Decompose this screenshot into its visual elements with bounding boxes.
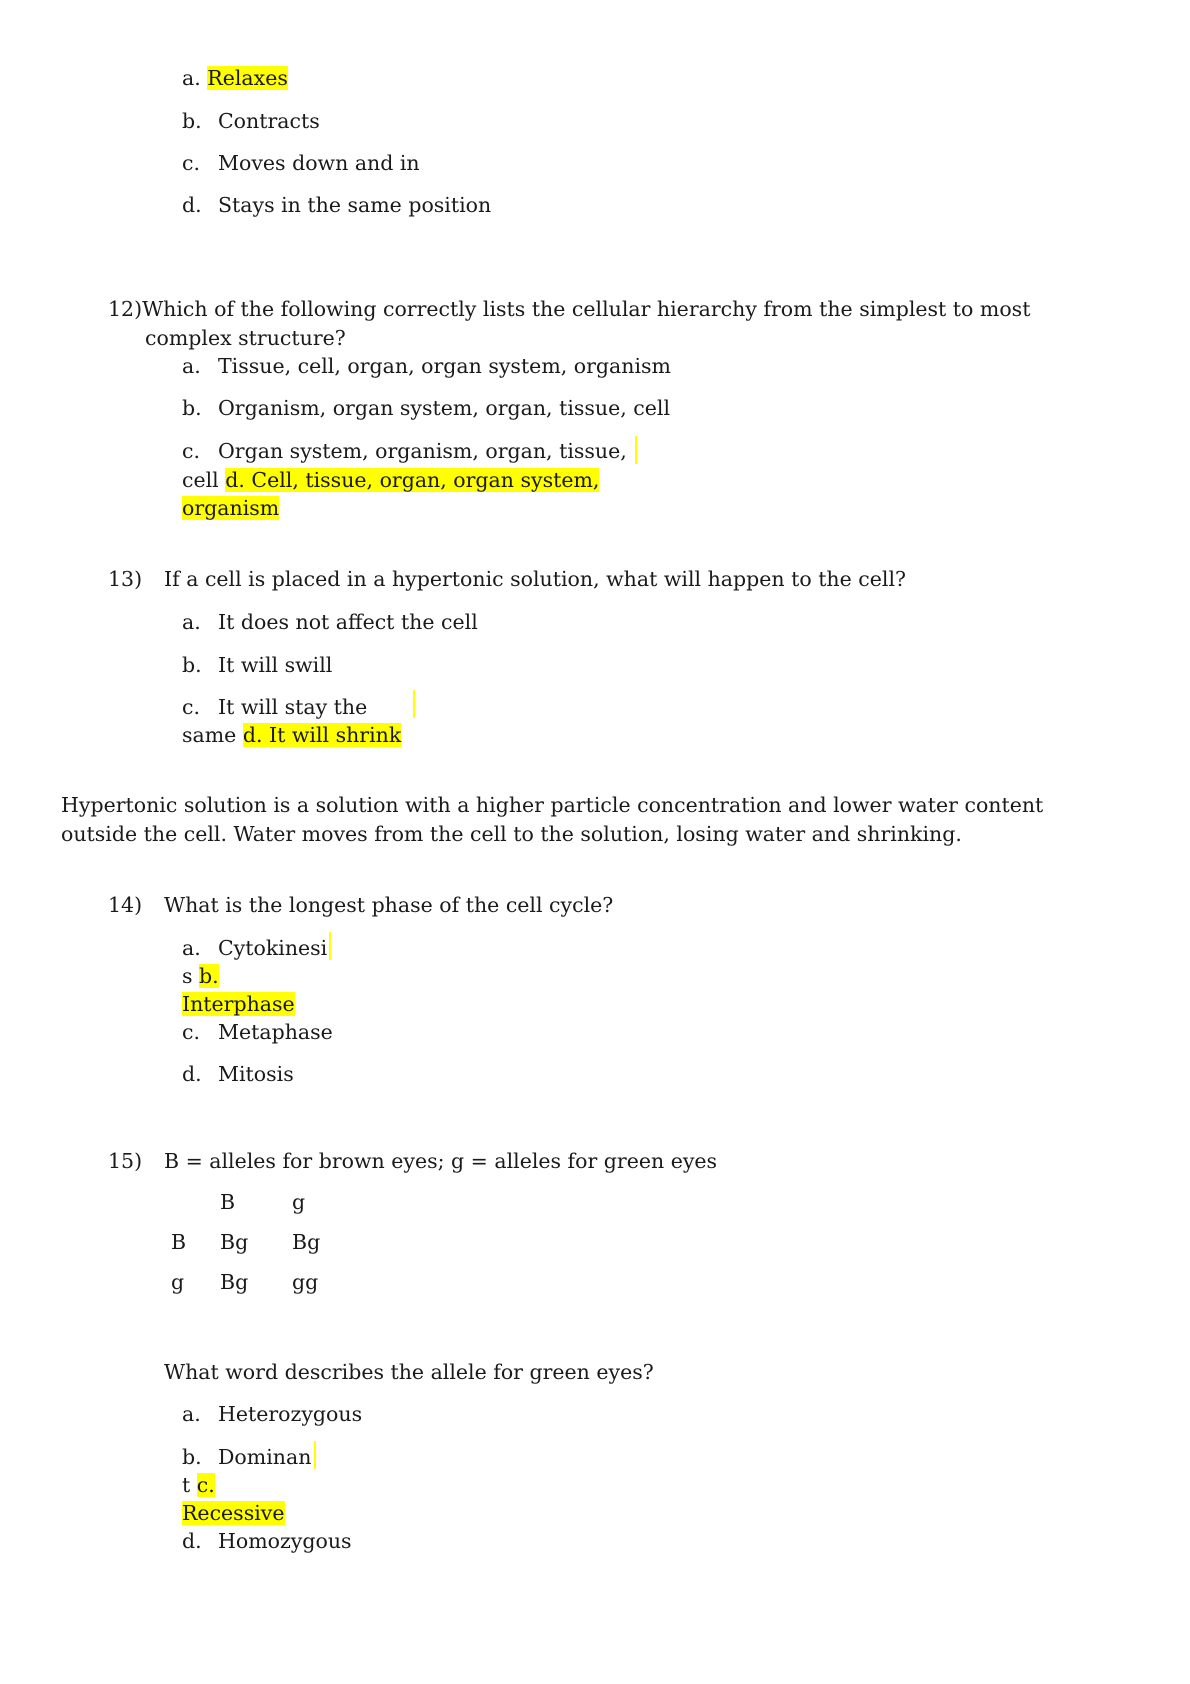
question-number: 15)	[108, 1149, 143, 1173]
option-text: cell	[182, 468, 226, 492]
option-label: a.	[182, 66, 201, 90]
option-text: Tissue, cell, organ, organ system, organism	[218, 354, 671, 378]
option-text: Organism, organ system, organ, tissue, cell	[218, 396, 671, 420]
option-label: c.	[182, 1020, 200, 1044]
option-text: It will swill	[218, 653, 333, 677]
highlight-marker	[635, 436, 637, 464]
highlight-marker	[413, 690, 415, 718]
question-number: 13)	[108, 567, 143, 591]
option-label: c.	[182, 151, 200, 175]
option-text: Moves down and in	[218, 151, 420, 175]
highlight-marker	[329, 932, 331, 960]
explanation-line1: Hypertonic solution is a solution with a higher particle concentration and lower water content	[61, 793, 1044, 817]
q15-option-a	[182, 1400, 362, 1428]
option-label: a.	[182, 936, 201, 960]
option-text: Heterozygous	[218, 1402, 363, 1426]
q12-option-c	[182, 437, 627, 465]
option-label: a.	[182, 610, 201, 634]
option-text: Stays in the same position	[218, 193, 492, 217]
option-text: Organ system, organism, organ, tissue,	[218, 439, 627, 463]
question-text: B = alleles for brown eyes; g = alleles for green eyes	[164, 1149, 718, 1173]
option-label: b.	[182, 396, 202, 420]
q12-question-line2: complex structure?	[145, 326, 346, 350]
q13-option-b	[182, 651, 332, 679]
punnett-cell: Bg	[292, 1230, 321, 1254]
highlighted-answer: Recessive	[182, 1501, 285, 1525]
q12-option-b	[182, 394, 670, 422]
punnett-cell: Bg	[220, 1270, 249, 1294]
option-label: b.	[182, 653, 202, 677]
q13-option-a	[182, 608, 478, 636]
option-text: Dominan	[218, 1445, 312, 1469]
q14-option-a-b	[182, 962, 219, 990]
q15-option-b-c	[182, 1471, 215, 1499]
q15-question	[108, 1147, 717, 1175]
option-text: t	[182, 1473, 197, 1497]
option-text: It does not affect the cell	[218, 610, 478, 634]
highlighted-answer: Interphase	[182, 992, 295, 1016]
q15-option-d	[182, 1527, 352, 1555]
q12-option-d-line2	[182, 494, 279, 522]
punnett-col-header: B	[220, 1190, 236, 1214]
highlighted-answer: d. Cell, tissue, organ, organ system,	[225, 468, 600, 492]
option-text: Mitosis	[218, 1062, 294, 1086]
option-label: b.	[182, 109, 202, 133]
q11-option-a	[182, 64, 288, 92]
option-label: d.	[182, 1062, 202, 1086]
q13-option-c	[182, 693, 367, 721]
highlighted-answer: organism	[182, 496, 280, 520]
option-label: c.	[182, 439, 200, 463]
punnett-row-header: g	[171, 1270, 185, 1294]
punnett-col-header: g	[292, 1190, 306, 1214]
highlight-marker	[314, 1441, 316, 1469]
option-text: Metaphase	[218, 1020, 333, 1044]
q15-option-c-line2	[182, 1499, 285, 1527]
q12-option-a	[182, 352, 671, 380]
highlighted-answer: b.	[199, 964, 219, 988]
q11-option-c	[182, 149, 420, 177]
option-label: a.	[182, 354, 201, 378]
q15-option-b	[182, 1443, 311, 1471]
option-label: d.	[182, 1529, 202, 1553]
option-label: a.	[182, 1402, 201, 1426]
option-label: c.	[182, 695, 200, 719]
punnett-cell: gg	[292, 1270, 319, 1294]
option-text: It will stay the	[218, 695, 368, 719]
question-number: 14)	[108, 893, 143, 917]
q12-question-line1: 12)Which of the following correctly lists the cellular hierarchy from the simplest to most	[108, 297, 1031, 321]
highlighted-answer: Relaxes	[207, 66, 288, 90]
highlighted-answer: d. It will shrink	[242, 723, 402, 747]
option-text: s	[182, 964, 200, 988]
punnett-cell: Bg	[220, 1230, 249, 1254]
q14-option-d	[182, 1060, 294, 1088]
q14-question	[108, 891, 613, 919]
highlighted-answer: c.	[196, 1473, 215, 1497]
option-text: same	[182, 723, 243, 747]
question-text: If a cell is placed in a hypertonic solution, what will happen to the cell?	[164, 567, 906, 591]
punnett-row-header: B	[171, 1230, 187, 1254]
option-text: Homozygous	[218, 1529, 352, 1553]
q13-option-c-d	[182, 721, 401, 749]
q13-question	[108, 565, 906, 593]
q14-option-c	[182, 1018, 333, 1046]
q11-option-d	[182, 191, 491, 219]
q11-option-b	[182, 107, 320, 135]
q14-option-a	[182, 934, 327, 962]
option-text: Contracts	[218, 109, 320, 133]
option-text: Cytokinesi	[218, 936, 328, 960]
question-text: What is the longest phase of the cell cycle?	[164, 893, 614, 917]
q15-sub-question: What word describes the allele for green eyes?	[164, 1360, 654, 1384]
q14-option-b-line2	[182, 990, 295, 1018]
explanation-line2: outside the cell. Water moves from the cell to the solution, losing water and shrinking.	[61, 822, 962, 846]
option-label: b.	[182, 1445, 202, 1469]
q12-option-c-d	[182, 466, 599, 494]
option-label: d.	[182, 193, 202, 217]
